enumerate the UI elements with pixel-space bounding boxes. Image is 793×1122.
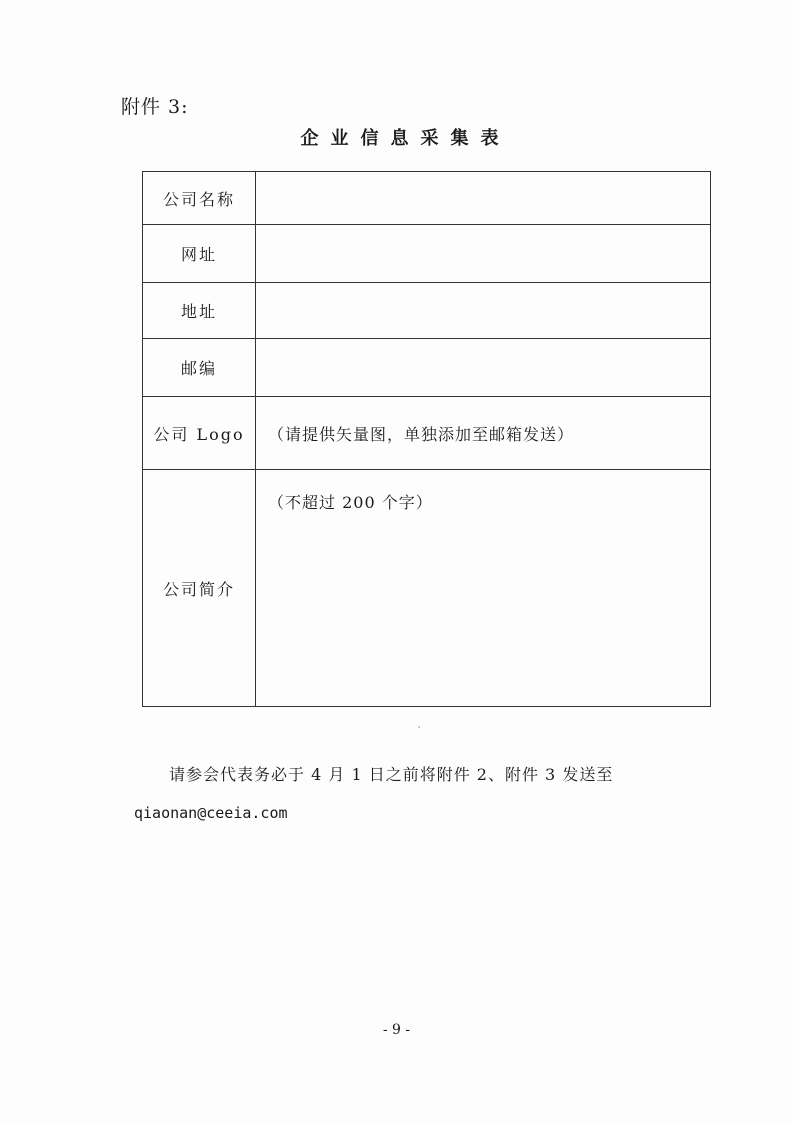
field-profile[interactable]: （不超过 200 个字） (256, 470, 711, 707)
field-website[interactable] (256, 225, 711, 283)
label-company-name: 公司名称 (143, 172, 256, 225)
label-profile: 公司简介 (143, 470, 256, 707)
label-logo: 公司 Logo (143, 397, 256, 470)
form-row-company-name (143, 172, 711, 225)
form-row-website (143, 225, 711, 283)
label-address: 地址 (143, 283, 256, 339)
submission-note: 请参会代表务必于 4 月 1 日之前将附件 2、附件 3 发送至 (169, 765, 614, 784)
field-company-name[interactable] (256, 172, 711, 225)
scan-speck (418, 726, 420, 728)
form-row-profile (143, 470, 711, 707)
form-row-postcode (143, 339, 711, 397)
contact-email[interactable]: qiaonan@ceeia.com (134, 804, 288, 822)
attachment-label: 附件 3: (121, 96, 189, 118)
company-info-form (142, 171, 711, 707)
field-address[interactable] (256, 283, 711, 339)
label-postcode: 邮编 (143, 339, 256, 397)
field-logo[interactable]: （请提供矢量图，单独添加至邮箱发送） (256, 397, 711, 470)
page-number: - 9 - (382, 1022, 411, 1038)
form-title: 企业信息采集表 (300, 128, 511, 149)
label-website: 网址 (143, 225, 256, 283)
form-row-logo (143, 397, 711, 470)
field-postcode[interactable] (256, 339, 711, 397)
form-row-address (143, 283, 711, 339)
